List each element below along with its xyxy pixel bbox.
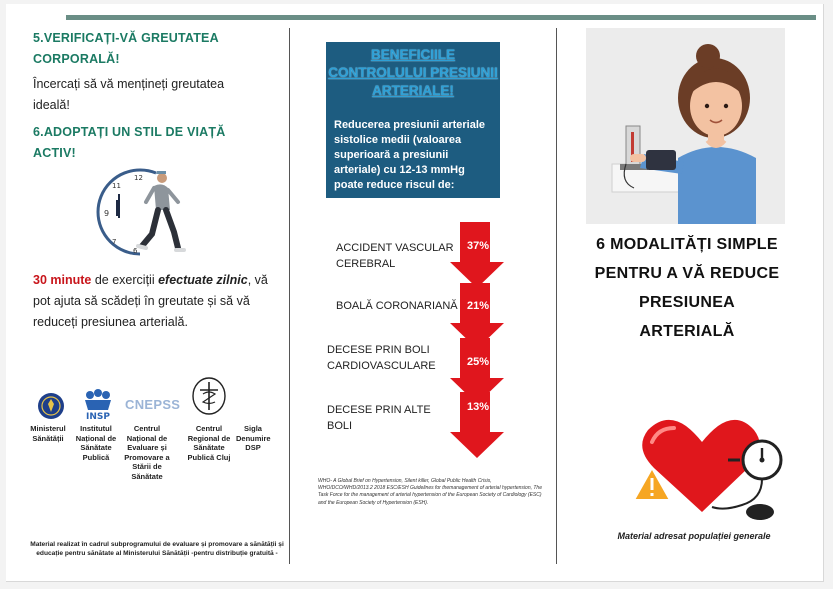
heart-pressure-illustration — [630, 412, 790, 524]
logo-label-cnepss: Centrul Național de Evaluare și Promovare a Stării de Sănătate — [124, 424, 170, 481]
fold-line-right — [556, 28, 557, 564]
risk-value-coronary: 21% — [466, 300, 490, 312]
risk-arrow-stroke — [448, 222, 508, 288]
svg-text:6: 6 — [133, 247, 138, 255]
risk-value-other-deaths: 13% — [466, 401, 490, 413]
risk-value-cardio-deaths: 25% — [466, 356, 490, 368]
walking-person-icon — [138, 171, 184, 250]
logo-label-insp: Institutul Național de Sănătate Publică — [75, 424, 117, 462]
cluj-health-logo-icon — [190, 376, 228, 416]
cnepss-logo-text: CNEPSS — [125, 397, 181, 412]
exercise-minutes: 30 minute — [33, 273, 92, 287]
risk-label-stroke: ACCIDENT VASCULAR CEREBRAL — [336, 242, 454, 270]
logo-label-cluj: Centrul Regional de Sănătate Publică Cluj — [187, 424, 231, 462]
risk-label-coronary: BOALĂ CORONARIANĂ — [336, 300, 458, 312]
logo-label-ministry: Ministerul Sănătății — [30, 424, 66, 443]
svg-text:11: 11 — [112, 182, 121, 190]
logo-label-dsp: Sigla Denumire DSP — [236, 424, 271, 452]
tip5-heading: 5.VERIFICAȚI-VĂ GREUTATEA CORPORALĂ! — [33, 31, 219, 66]
exercise-rest: , vă pot ajuta să scădeți în greutate și să vă reduceți presiunea arterială. — [33, 273, 268, 329]
tip5-body: Încercați să vă mențineți greutatea ideală! — [33, 77, 225, 112]
references-text: WHO- A Global Brief on Hypertension, Silent killer, Global Public Health Crisis, WHO/DCO/WHD/2013.2 2018 ESC/ESH Guidelines for themanagement of arterial hypertension, The Task Force for the management of arterial hypertension of the European Society of Cardiology (ESC) and the European Society of Hypertension (ESH). — [318, 478, 542, 506]
clock-walker-illustration — [96, 164, 196, 260]
tip6-heading: 6.ADOPTAȚI UN STIL DE VIAȚĂ ACTIV! — [33, 125, 226, 160]
insp-logo-icon — [80, 386, 116, 420]
fold-line-left — [289, 28, 290, 564]
svg-text:12: 12 — [134, 174, 143, 182]
insp-logo-text: INSP — [86, 412, 110, 420]
woman-measuring-bp-icon — [586, 28, 785, 224]
exercise-text — [33, 270, 281, 333]
exercise-mid: de exerciții — [94, 273, 155, 287]
ministry-health-logo-icon — [37, 392, 65, 420]
svg-text:7: 7 — [112, 238, 117, 246]
top-decorative-bar — [66, 15, 816, 20]
benefits-title: BENEFICIILE CONTROLULUI PRESIUNII ARTERIALE! — [328, 47, 498, 98]
benefits-box — [326, 42, 500, 198]
brochure-title: 6 MODALITĂȚI SIMPLE PENTRU A VĂ REDUCE PRESIUNEA ARTERIALĂ — [594, 236, 780, 340]
exercise-daily: efectuate zilnic — [158, 273, 248, 287]
program-footnote: Material realizat în cadrul subprogramului de evaluare și promovare a sănătății și educație pentru sănătate al Ministerului Sănătății -pentru distribuție gratuită - — [30, 541, 284, 557]
blood-pressure-illustration — [586, 28, 785, 224]
svg-text:9: 9 — [104, 209, 110, 218]
risk-label-cardio-deaths: DECESE PRIN BOLI CARDIOVASCULARE — [327, 344, 436, 372]
risk-label-other-deaths: DECESE PRIN ALTE BOLI — [327, 404, 431, 432]
benefits-body: Reducerea presiunii arteriale sistolice medii (valoarea superioară a presiunii arteriale) cu 12-13 mmHg poate reduce riscul de: — [334, 119, 486, 191]
risk-value-stroke: 37% — [466, 240, 490, 252]
target-audience-note: Material adresat populației generale — [617, 531, 771, 541]
